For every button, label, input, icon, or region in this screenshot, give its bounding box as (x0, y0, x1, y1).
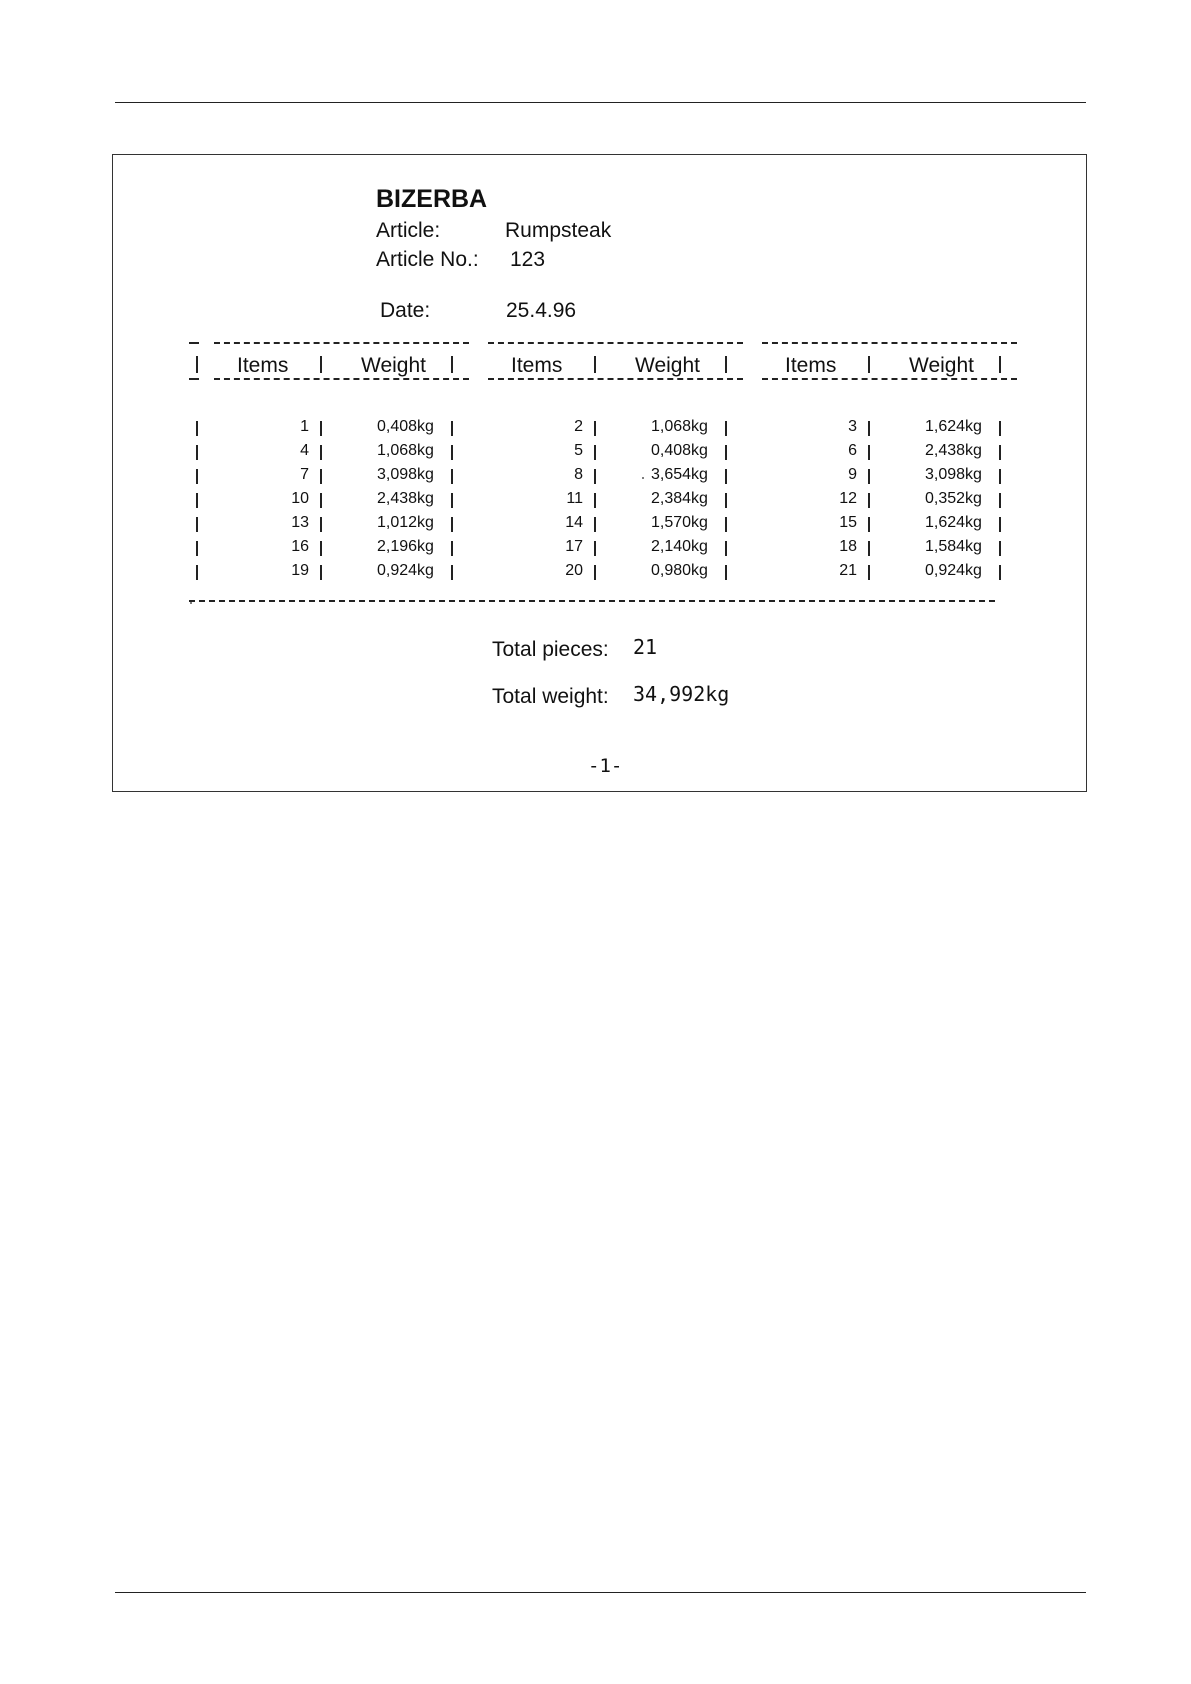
table-dashed-rule (214, 342, 469, 344)
top-page-rule (115, 102, 1086, 103)
table-cell-separator (196, 565, 198, 580)
weight-cell: 2,384kg (651, 490, 708, 507)
table-cell-separator (868, 541, 870, 556)
weight-cell: 2,196kg (377, 538, 434, 555)
item-number-cell: 9 (848, 466, 857, 483)
item-number-cell: 1 (300, 418, 309, 435)
item-number-cell: 14 (565, 514, 583, 531)
article-value: Rumpsteak (505, 219, 612, 242)
table-dashed-rule (762, 342, 1017, 344)
print-speck (642, 477, 644, 479)
table-cell-separator (594, 517, 596, 532)
weight-cell: 3,098kg (377, 466, 434, 483)
table-cell-separator (196, 493, 198, 508)
weight-cell: 2,438kg (377, 490, 434, 507)
items-column-header: Items (237, 354, 289, 377)
table-cell-separator (868, 517, 870, 532)
table-header-separator (999, 356, 1001, 373)
weight-cell: 0,924kg (925, 562, 982, 579)
weight-column-header: Weight (635, 354, 700, 377)
table-cell-separator (594, 541, 596, 556)
weight-column-header: Weight (909, 354, 974, 377)
weight-cell: 3,098kg (925, 466, 982, 483)
item-number-cell: 5 (574, 442, 583, 459)
table-cell-separator (196, 517, 198, 532)
total-weight-value: 34,992kg (633, 682, 730, 706)
item-number-cell: 16 (291, 538, 309, 555)
weight-cell: 1,068kg (377, 442, 434, 459)
table-cell-separator (320, 565, 322, 580)
table-header-separator (451, 356, 453, 373)
item-number-cell: 20 (565, 562, 583, 579)
table-dashed-rule (189, 342, 199, 344)
table-dashed-rule (762, 378, 1017, 380)
weight-cell: 0,924kg (377, 562, 434, 579)
weight-cell: 2,438kg (925, 442, 982, 459)
table-dashed-rule (488, 342, 743, 344)
table-cell-separator (594, 421, 596, 436)
table-cell-separator (594, 469, 596, 484)
weight-cell: 3,654kg (651, 466, 708, 483)
item-number-cell: 8 (574, 466, 583, 483)
table-cell-separator (594, 493, 596, 508)
weight-cell: 2,140kg (651, 538, 708, 555)
item-number-cell: 11 (566, 490, 583, 507)
item-number-cell: 17 (565, 538, 583, 555)
table-cell-separator (320, 469, 322, 484)
table-cell-separator (594, 445, 596, 460)
weight-cell: 0,352kg (925, 490, 982, 507)
weight-cell: 1,624kg (925, 418, 982, 435)
item-number-cell: 4 (300, 442, 309, 459)
article-label: Article: (376, 219, 441, 242)
article-no-label: Article No.: (376, 248, 479, 271)
items-column-header: Items (785, 354, 837, 377)
table-header-separator (868, 356, 870, 373)
weight-column-header: Weight (361, 354, 426, 377)
table-cell-separator (196, 469, 198, 484)
item-number-cell: 18 (839, 538, 857, 555)
table-cell-separator (196, 421, 198, 436)
weight-cell: 1,624kg (925, 514, 982, 531)
date-label: Date: (380, 299, 431, 322)
item-number-cell: 15 (839, 514, 857, 531)
print-speck (190, 602, 192, 604)
weight-cell: 0,980kg (651, 562, 708, 579)
table-dashed-rule (488, 378, 743, 380)
items-column-header: Items (511, 354, 563, 377)
table-header-separator (320, 356, 322, 373)
table-cell-separator (196, 445, 198, 460)
item-number-cell: 6 (848, 442, 857, 459)
item-number-cell: 3 (848, 418, 857, 435)
item-number-cell: 10 (291, 490, 309, 507)
total-pieces-label: Total pieces: (492, 638, 609, 661)
page-marker: -1- (588, 755, 623, 777)
bottom-page-rule (115, 1592, 1086, 1593)
weight-cell: 0,408kg (377, 418, 434, 435)
item-number-cell: 19 (291, 562, 309, 579)
item-number-cell: 2 (574, 418, 583, 435)
table-cell-separator (196, 541, 198, 556)
total-pieces-value: 21 (633, 635, 658, 659)
table-bottom-dashed-rule (189, 600, 995, 602)
item-number-cell: 21 (839, 562, 857, 579)
table-cell-separator (320, 445, 322, 460)
weight-cell: 1,068kg (651, 418, 708, 435)
item-number-cell: 12 (839, 490, 857, 507)
table-cell-separator (320, 541, 322, 556)
item-number-cell: 13 (291, 514, 309, 531)
item-number-cell: 7 (300, 466, 309, 483)
table-cell-separator (868, 421, 870, 436)
table-cell-separator (320, 421, 322, 436)
weight-cell: 1,570kg (651, 514, 708, 531)
brand-name: BIZERBA (376, 185, 488, 213)
table-cell-separator (868, 445, 870, 460)
table-header-separator (594, 356, 596, 373)
table-header-separator (725, 356, 727, 373)
weighing-receipt (112, 154, 1087, 792)
table-cell-separator (320, 517, 322, 532)
table-cell-separator (868, 493, 870, 508)
article-no-value: 123 (510, 248, 546, 271)
weight-cell: 1,012kg (377, 514, 434, 531)
table-header-separator (196, 356, 198, 373)
table-cell-separator (868, 565, 870, 580)
date-value: 25.4.96 (506, 299, 577, 322)
weight-cell: 0,408kg (651, 442, 708, 459)
table-cell-separator (594, 565, 596, 580)
weight-cell: 1,584kg (925, 538, 982, 555)
table-dashed-rule (214, 378, 469, 380)
table-cell-separator (868, 469, 870, 484)
total-weight-label: Total weight: (492, 685, 609, 708)
table-dashed-rule (189, 378, 199, 380)
table-cell-separator (320, 493, 322, 508)
